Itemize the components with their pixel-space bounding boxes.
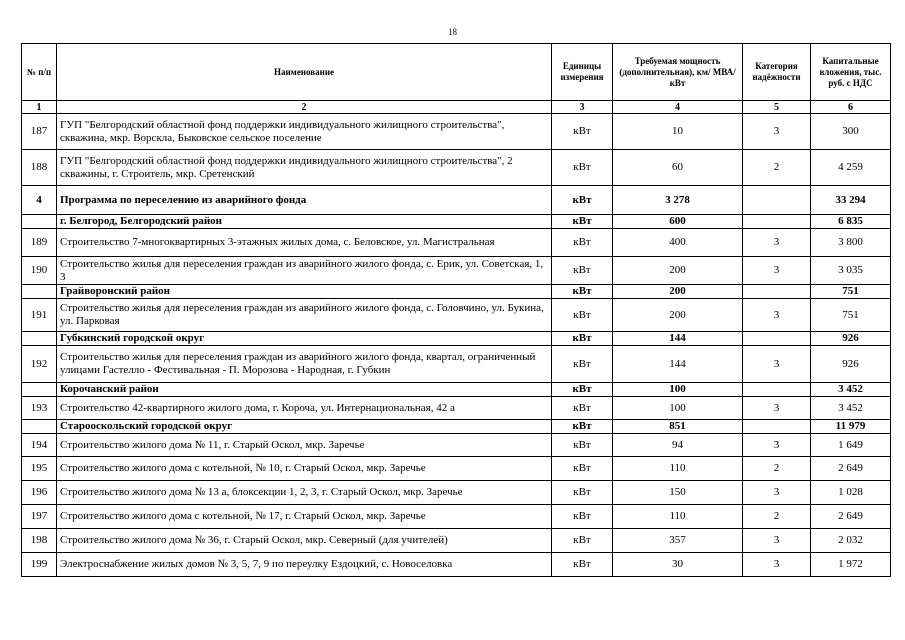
cell-power: 200: [613, 299, 743, 332]
cell-name: Программа по переселению из аварийного фонда: [57, 186, 552, 215]
cell-num: 198: [22, 529, 57, 553]
cell-name: Строительство жилого дома с котельной, № 17, г. Старый Оскол, мкр. Заречье: [57, 505, 552, 529]
cell-reliability: [743, 383, 811, 397]
cell-name: Строительство 7-многоквартирных 3-этажных жилых дома, с. Беловское, ул. Магистральная: [57, 229, 552, 257]
table-row: [22, 457, 891, 481]
column-number: 2: [57, 101, 552, 114]
cell-power: 200: [613, 257, 743, 285]
cell-num: 199: [22, 553, 57, 577]
cell-reliability: [743, 285, 811, 299]
table-row: [22, 150, 891, 186]
table-section-row: [22, 332, 891, 346]
cell-investment: 1 972: [811, 553, 891, 577]
cell-power: 110: [613, 457, 743, 481]
cell-num: 196: [22, 481, 57, 505]
table-row: [22, 529, 891, 553]
cell-name: Строительство жилого дома № 11, г. Старый Оскол, мкр. Заречье: [57, 434, 552, 457]
cell-name: Электроснабжение жилых домов № 3, 5, 7, 9 по переулку Ездоцкий, с. Новоселовка: [57, 553, 552, 577]
cell-unit: кВт: [552, 332, 613, 346]
cell-investment: 3 800: [811, 229, 891, 257]
cell-num: 4: [22, 186, 57, 215]
table-row: [22, 257, 891, 285]
cell-unit: кВт: [552, 383, 613, 397]
column-number: 6: [811, 101, 891, 114]
cell-name: Строительство жилого дома с котельной, № 10, г. Старый Оскол, мкр. Заречье: [57, 457, 552, 481]
cell-num: 194: [22, 434, 57, 457]
cell-num: 197: [22, 505, 57, 529]
cell-investment: 3 452: [811, 383, 891, 397]
header-row: [22, 44, 891, 101]
cell-name: Губкинский городской округ: [57, 332, 552, 346]
cell-investment: 300: [811, 114, 891, 150]
cell-unit: кВт: [552, 346, 613, 383]
cell-name: Корочанский район: [57, 383, 552, 397]
cell-investment: 1 028: [811, 481, 891, 505]
page-number: 18: [448, 27, 457, 37]
cell-investment: 1 649: [811, 434, 891, 457]
cell-reliability: 3: [743, 257, 811, 285]
table-body: [22, 114, 891, 577]
cell-reliability: [743, 215, 811, 229]
cell-unit: кВт: [552, 434, 613, 457]
cell-power: 100: [613, 383, 743, 397]
cell-power: 60: [613, 150, 743, 186]
cell-investment: 926: [811, 346, 891, 383]
cell-unit: кВт: [552, 420, 613, 434]
cell-unit: кВт: [552, 114, 613, 150]
column-number: 1: [22, 101, 57, 114]
table-row: [22, 505, 891, 529]
table-row: [22, 114, 891, 150]
header-name: Наименование: [57, 44, 552, 101]
cell-unit: кВт: [552, 150, 613, 186]
cell-reliability: 3: [743, 553, 811, 577]
cell-investment: 11 979: [811, 420, 891, 434]
cell-power: 150: [613, 481, 743, 505]
table-row: [22, 299, 891, 332]
cell-num: 187: [22, 114, 57, 150]
table-section-row: [22, 420, 891, 434]
cell-power: 400: [613, 229, 743, 257]
cell-num: 195: [22, 457, 57, 481]
cell-unit: кВт: [552, 186, 613, 215]
cell-unit: кВт: [552, 457, 613, 481]
cell-name: Строительство жилого дома № 36, г. Старый Оскол, мкр. Северный (для учителей): [57, 529, 552, 553]
cell-power: 10: [613, 114, 743, 150]
column-number: 3: [552, 101, 613, 114]
cell-num: 191: [22, 299, 57, 332]
cell-power: 600: [613, 215, 743, 229]
cell-name: Строительство жилья для переселения граждан из аварийного жилого фонда, квартал, ограниченный улицами Гастелло - Фестивальная - П. Морозова - Народная, г. Губкин: [57, 346, 552, 383]
column-number: 5: [743, 101, 811, 114]
cell-reliability: 3: [743, 434, 811, 457]
header-num: № п/п: [22, 44, 57, 101]
header-power: Требуемая мощность (дополнительная), км/ МВА/ кВт: [613, 44, 743, 101]
cell-investment: 3 035: [811, 257, 891, 285]
cell-num: 188: [22, 150, 57, 186]
cell-num: [22, 383, 57, 397]
cell-power: 94: [613, 434, 743, 457]
cell-unit: кВт: [552, 299, 613, 332]
cell-investment: 2 032: [811, 529, 891, 553]
cell-num: [22, 285, 57, 299]
cell-power: 144: [613, 346, 743, 383]
cell-investment: 751: [811, 285, 891, 299]
cell-name: Строительство 42-квартирного жилого дома, г. Короча, ул. Интернациональная, 42 а: [57, 397, 552, 420]
cell-power: 110: [613, 505, 743, 529]
cell-num: 189: [22, 229, 57, 257]
cell-reliability: 3: [743, 114, 811, 150]
cell-unit: кВт: [552, 215, 613, 229]
cell-investment: 926: [811, 332, 891, 346]
cell-investment: 3 452: [811, 397, 891, 420]
cell-num: 193: [22, 397, 57, 420]
cell-name: Старооскольский городской округ: [57, 420, 552, 434]
cell-num: 192: [22, 346, 57, 383]
cell-reliability: [743, 332, 811, 346]
cell-reliability: 3: [743, 346, 811, 383]
data-table: [21, 43, 891, 577]
header-reliability: Категория надёжности: [743, 44, 811, 101]
cell-num: 190: [22, 257, 57, 285]
header-unit: Единицы измерения: [552, 44, 613, 101]
cell-investment: 2 649: [811, 505, 891, 529]
cell-reliability: [743, 420, 811, 434]
table-row: [22, 553, 891, 577]
table-section-row: [22, 186, 891, 215]
cell-reliability: [743, 186, 811, 215]
cell-unit: кВт: [552, 257, 613, 285]
cell-investment: 6 835: [811, 215, 891, 229]
table-row: [22, 481, 891, 505]
table-row: [22, 397, 891, 420]
cell-name: Строительство жилья для переселения граждан из аварийного жилого фонда, с. Ерик, ул. Советская, 1, 3: [57, 257, 552, 285]
table-section-row: [22, 215, 891, 229]
cell-investment: 33 294: [811, 186, 891, 215]
column-number-row: [22, 101, 891, 114]
table-section-row: [22, 285, 891, 299]
cell-power: 144: [613, 332, 743, 346]
cell-reliability: 2: [743, 457, 811, 481]
cell-name: Грайворонский район: [57, 285, 552, 299]
cell-power: 851: [613, 420, 743, 434]
cell-name: ГУП "Белгородский областной фонд поддержки индивидуального жилищного строительства", 2 скважины, г. Строитель, мкр. Сретенский: [57, 150, 552, 186]
cell-unit: кВт: [552, 529, 613, 553]
cell-name: Строительство жилого дома № 13 а, блоксекции 1, 2, 3, г. Старый Оскол, мкр. Заречье: [57, 481, 552, 505]
cell-reliability: 3: [743, 529, 811, 553]
cell-power: 200: [613, 285, 743, 299]
cell-reliability: 3: [743, 229, 811, 257]
cell-unit: кВт: [552, 397, 613, 420]
cell-power: 100: [613, 397, 743, 420]
cell-reliability: 3: [743, 299, 811, 332]
cell-name: г. Белгород, Белгородский район: [57, 215, 552, 229]
cell-reliability: 3: [743, 397, 811, 420]
cell-name: Строительство жилья для переселения граждан из аварийного жилого фонда, с. Головчино, ул. Букина, ул. Парковая: [57, 299, 552, 332]
cell-power: 30: [613, 553, 743, 577]
cell-unit: кВт: [552, 229, 613, 257]
cell-unit: кВт: [552, 553, 613, 577]
cell-num: [22, 332, 57, 346]
cell-investment: 751: [811, 299, 891, 332]
cell-unit: кВт: [552, 285, 613, 299]
cell-investment: 4 259: [811, 150, 891, 186]
column-number: 4: [613, 101, 743, 114]
cell-reliability: 3: [743, 481, 811, 505]
table-section-row: [22, 383, 891, 397]
header-investment: Капитальные вложения, тыс. руб. с НДС: [811, 44, 891, 101]
cell-reliability: 2: [743, 505, 811, 529]
cell-num: [22, 420, 57, 434]
cell-name: ГУП "Белгородский областной фонд поддержки индивидуального жилищного строительства", скважина, мкр. Ворскла, Быковское сельское поселение: [57, 114, 552, 150]
table-row: [22, 229, 891, 257]
cell-num: [22, 215, 57, 229]
cell-reliability: 2: [743, 150, 811, 186]
cell-unit: кВт: [552, 481, 613, 505]
table-row: [22, 346, 891, 383]
cell-unit: кВт: [552, 505, 613, 529]
cell-power: 3 278: [613, 186, 743, 215]
cell-investment: 2 649: [811, 457, 891, 481]
table-row: [22, 434, 891, 457]
cell-power: 357: [613, 529, 743, 553]
